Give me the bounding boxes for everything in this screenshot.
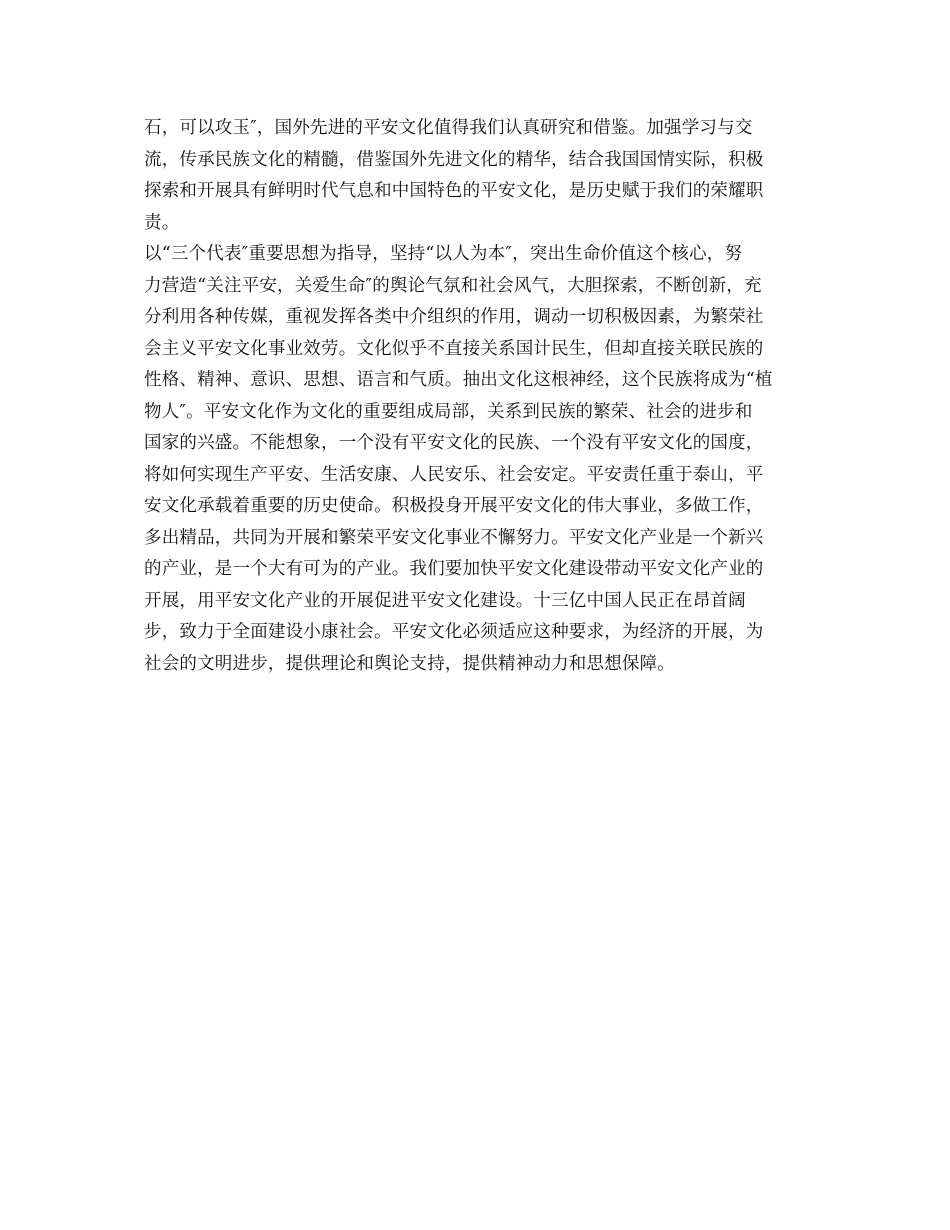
- text-line: 的产业，是一个大有可为的产业。我们要加快平安文化建设带动平安文化产业的: [144, 559, 764, 579]
- text-line: 物人″。平安文化作为文化的重要组成局部，关系到民族的繁荣、社会的进步和: [144, 401, 753, 422]
- text-line: 探索和开展具有鲜明时代气息和中国特色的平安文化，是历史赋于我们的荣耀职: [144, 181, 764, 201]
- text-line: 以“三个代表″重要思想为指导，坚持“以人为本″，突出生命价值这个核心，努: [144, 244, 743, 264]
- text-line: 多出精品，共同为开展和繁荣平安文化事业不懈努力。平安文化产业是一个新兴: [144, 527, 764, 548]
- text-line: 安文化承载着重要的历史使命。积极投身开展平安文化的伟大事业，多做工作，: [144, 496, 764, 516]
- text-line: 流，传承民族文化的精髓，借鉴国外先进文化的精华，结合我国国情实际，积极: [144, 149, 764, 170]
- body-text: [144, 113, 814, 680]
- text-line: 将如何实现生产平安、生活安康、人民安乐、社会安定。平安责任重于泰山，平: [144, 464, 764, 485]
- text-line: 会主义平安文化事业效劳。文化似乎不直接关系国计民生，但却直接关联民族的: [144, 338, 764, 359]
- text-line: 责。: [144, 212, 180, 233]
- text-line: 国家的兴盛。不能想象，一个没有平安文化的民族、一个没有平安文化的国度，: [144, 433, 764, 453]
- text-line: 石，可以攻玉″，国外先进的平安文化值得我们认真研究和借鉴。加强学习与交: [144, 118, 753, 138]
- text-line: 力营造“关注平安，关爱生命″的舆论气氛和社会风气，大胆探索，不断创新，充: [144, 275, 762, 296]
- text-line: 分利用各种传媒，重视发挥各类中介组织的作用，调动一切积极因素，为繁荣社: [144, 307, 764, 327]
- text-line: 步，致力于全面建设小康社会。平安文化必须适应这种要求，为经济的开展，为: [144, 622, 764, 642]
- text-line: 开展，用平安文化产业的开展促进平安文化建设。十三亿中国人民正在昂首阔: [144, 590, 746, 611]
- text-line: 性格、精神、意识、思想、语言和气质。抽出文化这根神经，这个民族将成为“植: [144, 370, 773, 390]
- text-line: 社会的文明进步，提供理论和舆论支持，提供精神动力和思想保障。: [144, 653, 675, 674]
